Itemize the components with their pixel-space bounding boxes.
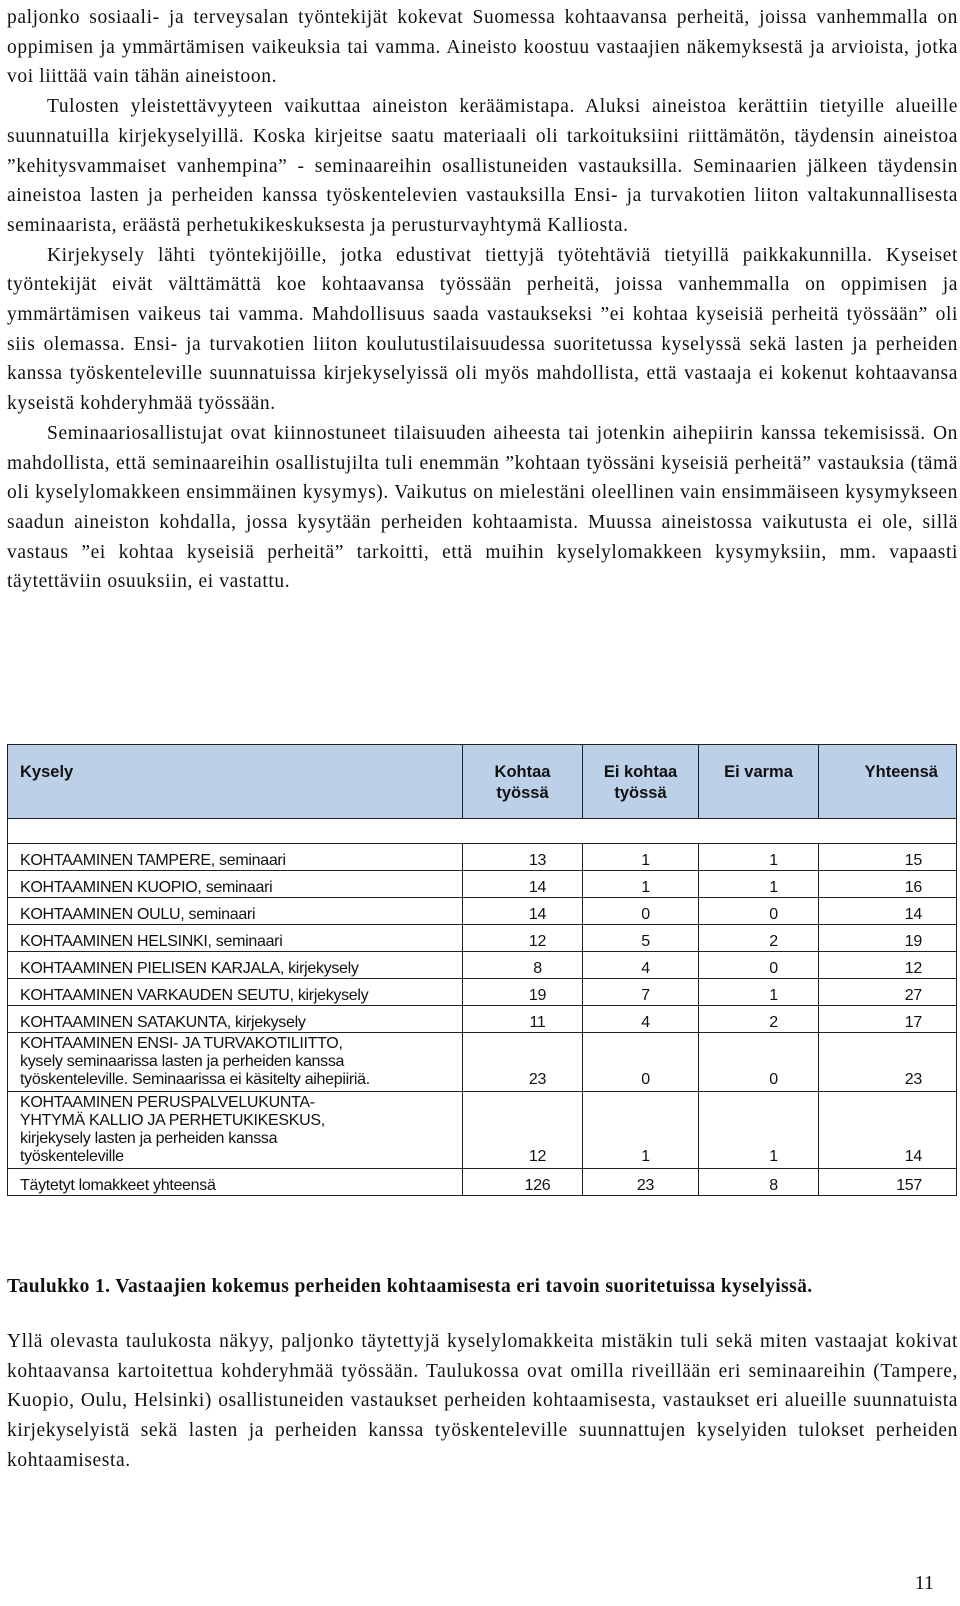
column-header-text: Kysely (20, 763, 74, 781)
column-header (583, 745, 699, 819)
value-cell: 13 (463, 844, 583, 871)
row-label-text: KOHTAAMINEN TAMPERE, seminaari (20, 852, 286, 869)
column-header-text: Ei varma (724, 763, 793, 781)
value-cell: 17 (819, 1006, 957, 1033)
value-cell: 7 (583, 979, 699, 1006)
row-label-text: KOHTAAMINEN PIELISEN KARJALA, kirjekysely (20, 960, 359, 977)
value-cell: 14 (819, 898, 957, 925)
row-label-text: KOHTAAMINEN SATAKUNTA, kirjekysely (20, 1014, 306, 1031)
table-row (8, 1006, 957, 1033)
value-cell: 0 (699, 898, 819, 925)
value-cell: 157 (819, 1169, 957, 1196)
table-row (8, 952, 957, 979)
column-header (463, 745, 583, 819)
paragraph: Yllä olevasta taulukosta näkyy, paljonko täytettyjä kyselylomakkeita mistäkin tuli sekä miten vastaajat kokivat kohtaavansa kartoitettua kohderyhmää työssään. Taulukossa ovat omilla riveillään eri seminaareihin (Tampere, Kuopio, Oulu, Helsinki) osallistuneiden vastaukset perheiden kohtaamisesta, vastaukset eri alueille suunnatuista kirjekyselyistä sekä lasten ja perheiden kanssa työskenteleville suunnattujen kyselyiden tulokset perheiden kohtaamisesta. (7, 1331, 958, 1471)
value-cell: 11 (463, 1006, 583, 1033)
value-cell: 16 (819, 871, 957, 898)
value-cell: 2 (699, 925, 819, 952)
row-label (8, 1092, 463, 1169)
value-cell: 14 (819, 1092, 957, 1169)
value-cell: 23 (463, 1033, 583, 1092)
spacer-cell (8, 819, 957, 844)
table-header-row (8, 745, 957, 819)
row-label-text: työskenteleville. Seminaarissa ei käsitelty aihepiiriä. (20, 1071, 370, 1088)
value-cell: 12 (819, 952, 957, 979)
value-cell: 23 (819, 1033, 957, 1092)
value-cell: 4 (583, 1006, 699, 1033)
value-cell: 5 (583, 925, 699, 952)
paragraph: Tulosten yleistettävyyteen vaikuttaa aineiston keräämistapa. Aluksi aineistoa kerättiin tietyille alueille suunnatuilla kirjekyselyillä. Koska kirjeitse saatu materiaali oli tarkoituksiini riittämätön, täydensin aineistoa ”kehitysvammaiset vanhempina” - seminaareihin osallistuneiden vastauksilla. Seminaarien jälkeen täydensin aineistoa lasten ja perheiden kanssa työskentelevien vastauksilla Ensi- ja turvakotien liiton valtakunnallisesta seminaarista, eräästä perhetukikeskuksesta ja perusturvayhtymä Kalliosta. (7, 96, 958, 236)
column-header-text: Kohtaa (494, 763, 551, 781)
row-label (8, 979, 463, 1006)
row-label (8, 925, 463, 952)
row-label-text: kysely seminaarissa lasten ja perheiden kanssa (20, 1053, 345, 1070)
intro-text (7, 3, 958, 597)
value-cell: 4 (583, 952, 699, 979)
paragraph: paljonko sosiaali- ja terveysalan työntekijät kokevat Suomessa kohtaavansa perheitä, joissa vanhemmalla on oppimisen ja ymmärtämisen vaikeuksia tai vamma. Aineisto koostuu vastaajien näkemyksestä ja arvioista, jotka voi liittää vain tähän aineistoon. (7, 7, 958, 88)
value-cell: 1 (583, 871, 699, 898)
value-cell: 12 (463, 925, 583, 952)
value-cell: 2 (699, 1006, 819, 1033)
value-cell: 8 (699, 1169, 819, 1196)
column-header-text: Yhteensä (864, 763, 938, 781)
value-cell: 126 (463, 1169, 583, 1196)
column-header (8, 745, 463, 819)
row-label (8, 1006, 463, 1033)
row-label (8, 871, 463, 898)
after-text (7, 1327, 958, 1476)
table-caption: Taulukko 1. Vastaajien kokemus perheiden kohtaamisesta eri tavoin suoritetuissa kyselyissä. (7, 1276, 813, 1297)
row-label-text: työskenteleville (20, 1148, 124, 1165)
column-header (699, 745, 819, 819)
value-cell: 0 (583, 898, 699, 925)
value-cell: 0 (583, 1033, 699, 1092)
table-row (8, 898, 957, 925)
row-label-text: Täytetyt lomakkeet yhteensä (20, 1177, 216, 1194)
value-cell: 1 (699, 979, 819, 1006)
value-cell: 23 (583, 1169, 699, 1196)
page-number: 11 (914, 1572, 934, 1594)
column-header-text: työssä (496, 784, 549, 802)
row-label (8, 1169, 463, 1196)
column-header-text: työssä (614, 784, 667, 802)
value-cell: 27 (819, 979, 957, 1006)
table-row (8, 1169, 957, 1196)
survey-table (7, 744, 957, 1196)
value-cell: 8 (463, 952, 583, 979)
value-cell: 14 (463, 898, 583, 925)
row-label-text: kirjekysely lasten ja perheiden kanssa (20, 1130, 278, 1147)
value-cell: 19 (463, 979, 583, 1006)
value-cell: 19 (819, 925, 957, 952)
row-label-text: KOHTAAMINEN HELSINKI, seminaari (20, 933, 283, 950)
table-spacer-row (8, 819, 957, 844)
value-cell: 1 (583, 844, 699, 871)
row-label-text: KOHTAAMINEN VARKAUDEN SEUTU, kirjekysely (20, 987, 369, 1004)
table-row (8, 925, 957, 952)
row-label-text: KOHTAAMINEN OULU, seminaari (20, 906, 256, 923)
row-label (8, 952, 463, 979)
row-label (8, 844, 463, 871)
table-row (8, 871, 957, 898)
table-row (8, 979, 957, 1006)
row-label-text: YHTYMÄ KALLIO JA PERHETUKIKESKUS, (20, 1112, 325, 1129)
paragraph: Kirjekysely lähti työntekijöille, jotka edustivat tiettyjä työtehtäviä tietyillä paikkakunnilla. Kyseiset työntekijät eivät välttämättä koe kohtaavansa työssään perheitä, joissa vanhemmalla on oppimisen ja ymmärtämisen vaikeus tai vamma. Mahdollisuus saada vastaukseksi ”ei kohtaa kyseisiä perheitä työssään” oli siis olemassa. Ensi- ja turvakotien liiton koulutustilaisuudessa suoritetussa kyselyssä sekä lasten ja perheiden kanssa työskenteleville suunnatuissa kirjekyselyissä oli myös mahdollista, että vastaaja ei kokenut kohtaavansa kyseistä kohderyhmää työssään. (7, 244, 958, 415)
table-row (8, 1033, 957, 1092)
column-header-text: Ei kohtaa (603, 763, 678, 781)
column-header (819, 745, 957, 819)
row-label (8, 898, 463, 925)
value-cell: 1 (583, 1092, 699, 1169)
value-cell: 14 (463, 871, 583, 898)
paragraph: Seminaariosallistujat ovat kiinnostuneet tilaisuuden aiheesta tai jotenkin aihepiirin kanssa tekemisissä. On mahdollista, että seminaareihin osallistujilta tuli enemmän ”kohtaan työssäni kyseisiä perheitä” vastauksia (tämä oli kyselylomakkeen ensimmäinen kysymys). Vaikutus on mielestäni oleellinen vain ensimmäiseen kysymykseen saadun aineiston kohdalla, jossa kysytään perheiden kohtaamista. Muussa aineistossa vaikutusta ei ole, sillä vastaus ”ei kohtaa kyseisiä perheitä” tarkoitti, että muihin kyselylomakkeen kysymyksiin, mm. vapaasti täytettäviin osuuksiin, ei vastattu. (7, 422, 958, 593)
value-cell: 12 (463, 1092, 583, 1169)
value-cell: 15 (819, 844, 957, 871)
value-cell: 1 (699, 1092, 819, 1169)
row-label-text: KOHTAAMINEN PERUSPALVELUKUNTA- (20, 1094, 315, 1111)
table-row (8, 1092, 957, 1169)
value-cell: 1 (699, 844, 819, 871)
table-row (8, 844, 957, 871)
row-label-text: KOHTAAMINEN KUOPIO, seminaari (20, 879, 273, 896)
value-cell: 0 (699, 952, 819, 979)
row-label (8, 1033, 463, 1092)
row-label-text: KOHTAAMINEN ENSI- JA TURVAKOTILIITTO, (20, 1035, 343, 1052)
value-cell: 0 (699, 1033, 819, 1092)
value-cell: 1 (699, 871, 819, 898)
table-body (8, 819, 957, 1196)
